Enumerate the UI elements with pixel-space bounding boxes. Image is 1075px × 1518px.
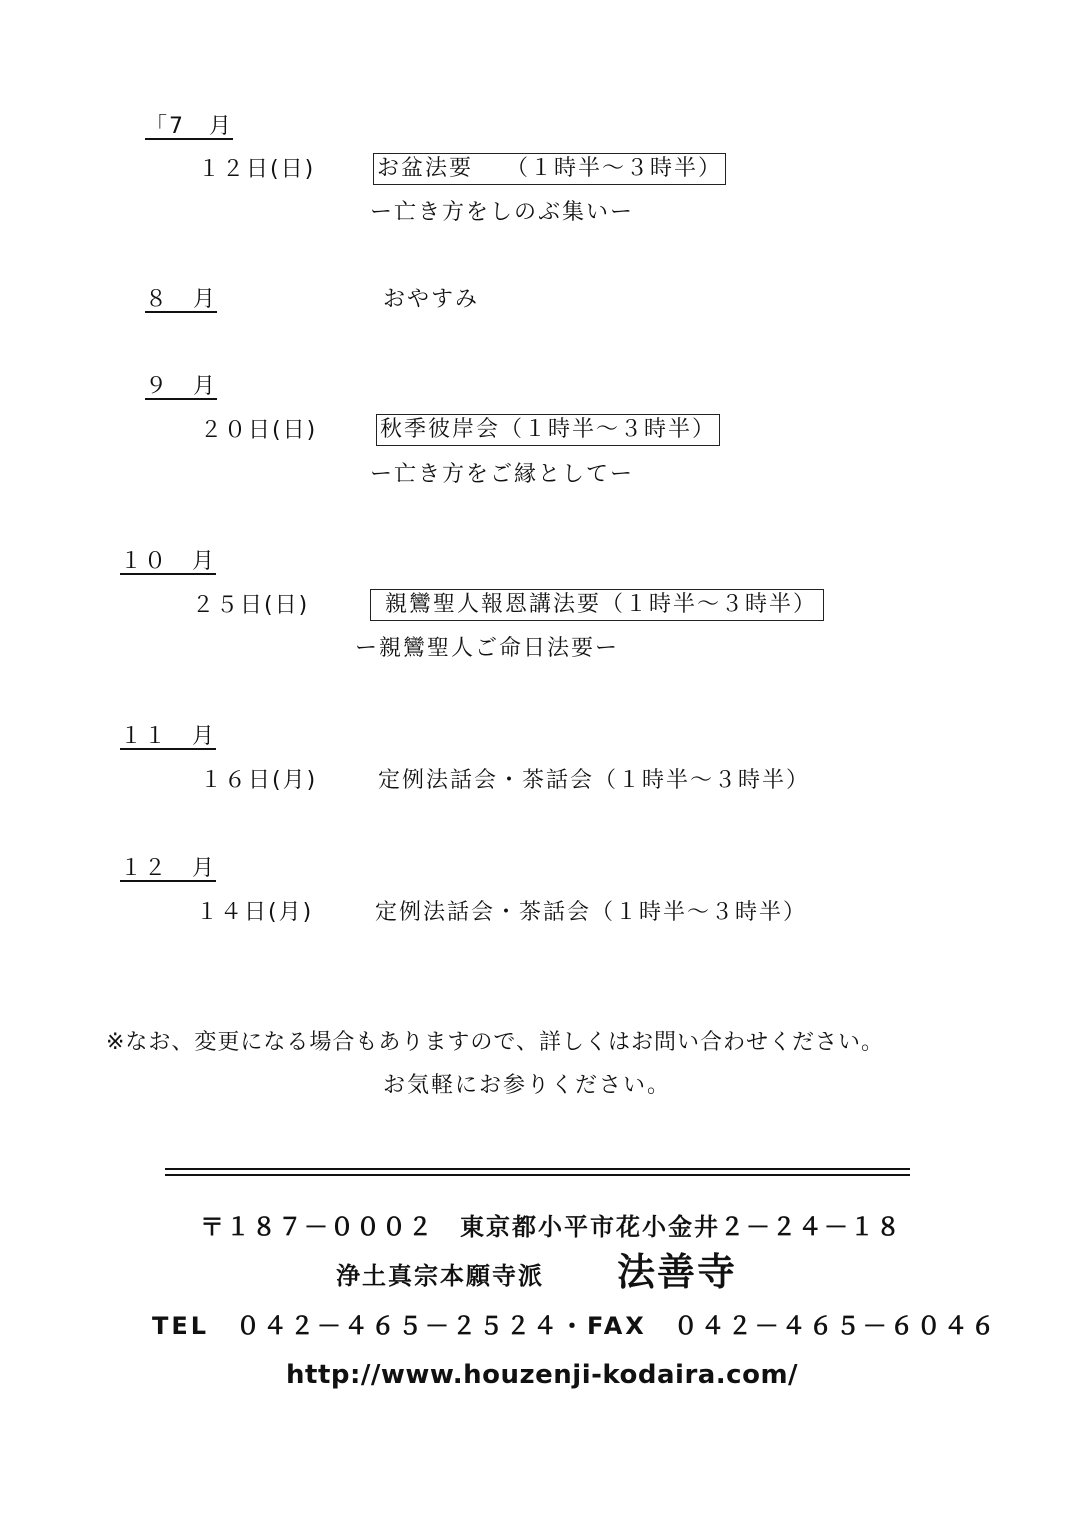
month-heading-september: ９ 月 (145, 374, 218, 399)
footer-sect: 浄土真宗本願寺派 (336, 1262, 544, 1290)
month-heading-december: １２ 月 (120, 856, 217, 881)
footer-address: 〒１８７－０００２ 東京都小平市花小金井２－２４－１８ (200, 1213, 902, 1241)
event-title-september: 秋季彼岸会（１時半～３時半） (376, 414, 720, 446)
event-note-september: ー亡き方をご縁としてー (370, 462, 635, 487)
footer-phone-fax: TEL ０４２－４６５－２５２４・FAX ０４２－４６５－６０４６ (152, 1312, 998, 1340)
divider-bottom (165, 1174, 910, 1176)
footer-website-url: http://www.houzenji-kodaira.com/ (286, 1360, 799, 1390)
footer-temple-name: 法善寺 (617, 1250, 738, 1294)
notice-line-2: お気軽にお参りください。 (383, 1073, 672, 1098)
divider-top (165, 1168, 910, 1170)
event-title-august: おやすみ (383, 287, 480, 312)
notice-line-1: ※なお、変更になる場合もありますので、詳しくはお問い合わせください。 (106, 1030, 884, 1055)
event-title-november: 定例法話会・茶話会（１時半～３時半） (378, 768, 811, 793)
month-heading-october: １０ 月 (120, 549, 217, 574)
event-title-december: 定例法話会・茶話会（１時半～３時半） (375, 900, 808, 925)
month-heading-november: １１ 月 (120, 724, 217, 749)
month-heading-july: 「7 月 (145, 114, 233, 139)
event-date-october: ２５日(日) (192, 593, 310, 618)
event-note-july: ー亡き方をしのぶ集いー (370, 200, 635, 225)
event-note-october: ー親鸞聖人ご命日法要ー (355, 636, 620, 661)
event-title-october: 親鸞聖人報恩講法要（１時半～３時半） (370, 589, 824, 621)
event-date-november: １６日(月) (200, 768, 318, 793)
event-date-december: １４日(月) (196, 900, 314, 925)
month-heading-august: ８ 月 (145, 287, 218, 312)
event-date-july: １２日(日) (198, 157, 316, 182)
event-date-september: ２０日(日) (200, 418, 318, 443)
event-title-july: お盆法要 （１時半～３時半） (373, 153, 726, 185)
